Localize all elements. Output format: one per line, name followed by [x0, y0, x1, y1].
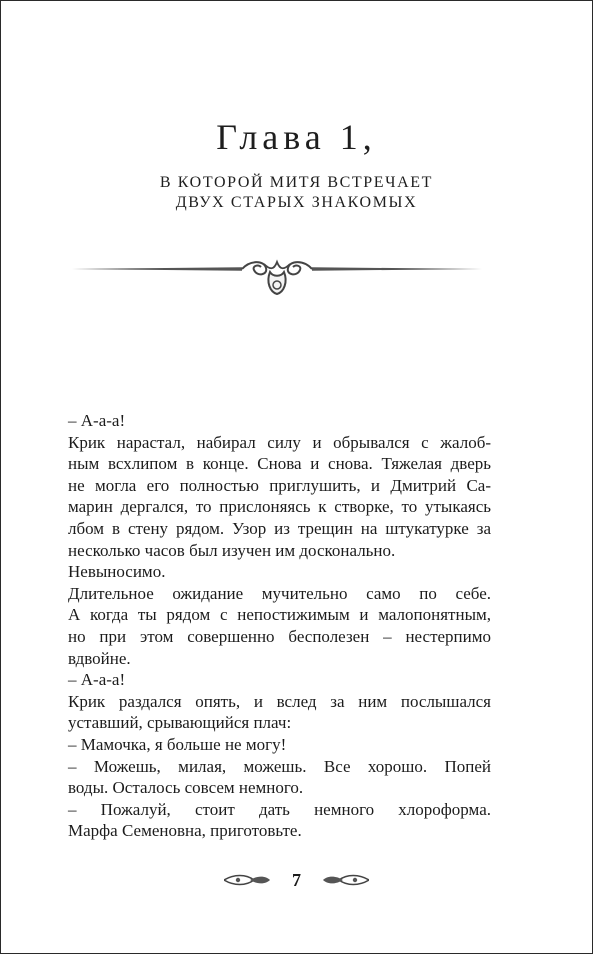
text-line: уставший, срывающийся плач:	[68, 713, 292, 733]
chapter-ornament	[72, 256, 482, 300]
page-footer	[224, 868, 369, 892]
chapter-subtitle-line-2: ДВУХ СТАРЫХ ЗНАКОМЫХ	[175, 194, 418, 211]
text-line: – Пожалуй, стоит дать немного хлороформа.	[68, 799, 491, 819]
chapter-title: Глава 1,	[216, 117, 377, 157]
text-line: – А-а-а!	[68, 670, 126, 690]
text-line: – А-а-а!	[68, 411, 126, 430]
chapter-body-text	[68, 410, 491, 842]
text-line: марин дергался, то прислоняясь к створке, то утыкаясь	[68, 497, 491, 517]
text-line: но при этом совершенно бесполезен – нестерпимо	[68, 626, 491, 646]
text-line: лбом в стену рядом. Узор из трещин на штукатурке за	[68, 518, 491, 538]
text-line: ным всхлипом в конце. Снова и снова. Тяжелая дверь	[68, 454, 491, 474]
text-line: вдвойне.	[68, 648, 131, 668]
text-line: – Мамочка, я больше не могу!	[68, 734, 287, 754]
text-line: воды. Осталось совсем немного.	[68, 778, 304, 798]
text-line: А когда ты рядом с непостижимым и малопонятным,	[68, 605, 491, 625]
text-line: несколько часов был изучен им досконально.	[68, 540, 396, 560]
text-line: не могла его полностью приглушить, и Дмитрий Са-	[68, 475, 491, 495]
text-line: – Можешь, милая, можешь. Все хорошо. Попей	[68, 756, 491, 776]
footer-ornament-right-icon	[321, 873, 369, 887]
chapter-subtitle-line-1: В КОТОРОЙ МИТЯ ВСТРЕЧАЕТ	[159, 174, 434, 191]
text-line: Крик раздался опять, и вслед за ним послышался	[68, 691, 491, 711]
text-line: Длительное ожидание мучительно само по себе.	[68, 583, 491, 603]
text-line: Марфа Семеновна, приготовьте.	[68, 821, 302, 841]
text-line: Невыносимо.	[68, 562, 166, 582]
text-line: Крик нарастал, набирал силу и обрывался с жалоб-	[68, 432, 491, 452]
page-number: 7	[292, 870, 301, 890]
